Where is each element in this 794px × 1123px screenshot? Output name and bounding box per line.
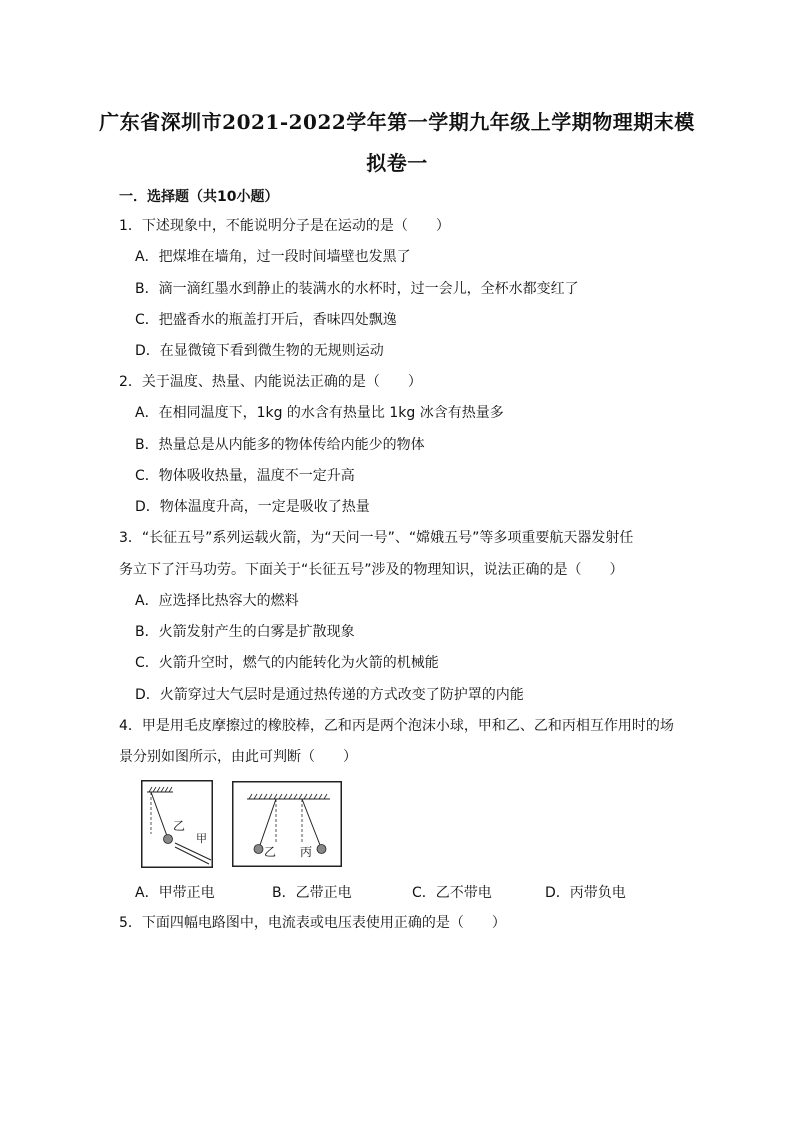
figure-label-bing: 丙: [300, 845, 313, 859]
figure-two-balls: [232, 781, 342, 867]
question-4-options: [135, 882, 695, 900]
figure-label-yi-left: 乙: [173, 819, 186, 833]
section-heading: 一．选择题（共10小题）: [119, 189, 279, 205]
question-2-option-c: C．物体吸收热量，温度不一定升高: [135, 468, 355, 484]
question-3-stem-line1: 3．“长征五号”系列运载火箭，为“天问一号”、“嫦娥五号”等多项重要航天器发射任: [119, 530, 634, 546]
question-2-option-b: B．热量总是从内能多的物体传给内能少的物体: [135, 437, 425, 453]
question-3-option-a: A．应选择比热容大的燃料: [135, 593, 299, 609]
question-1-option-a: A．把煤堆在墙角，过一段时间墙壁也发黑了: [135, 249, 411, 265]
doc-title-line1: 广东省深圳市2021-2022学年第一学期九年级上学期物理期末模: [99, 110, 695, 134]
question-2-stem: 2．关于温度、热量、内能说法正确的是（ ）: [119, 374, 422, 390]
question-4-option-d: D．丙带负电: [545, 885, 626, 901]
question-4-stem-line1: 4．甲是用毛皮摩擦过的橡胶棒，乙和丙是两个泡沫小球，甲和乙、乙和丙相互作用时的场: [119, 718, 674, 734]
question-3-option-c: C．火箭升空时，燃气的内能转化为火箭的机械能: [135, 655, 439, 671]
question-1-option-c: C．把盛香水的瓶盖打开后，香味四处飘逸: [135, 312, 397, 328]
question-3-option-b: B．火箭发射产生的白雾是扩散现象: [135, 624, 355, 640]
figure-label-jia: 甲: [196, 832, 207, 845]
question-5-stem: 5．下面四幅电路图中，电流表或电压表使用正确的是（ ）: [119, 915, 506, 931]
question-4-option-a: A．甲带正电: [135, 885, 215, 901]
question-4-stem-line2: 景分别如图所示，由此可判断（ ）: [119, 749, 357, 765]
question-1-option-b: B．滴一滴红墨水到静止的装满水的水杯时，过一会儿，全杯水都变红了: [135, 281, 579, 297]
question-4-option-b: B．乙带正电: [272, 885, 352, 901]
figure-label-yi-right: 乙: [264, 845, 277, 859]
question-4-option-c: C．乙不带电: [412, 885, 492, 901]
question-3-stem-line2: 务立下了汗马功劳。下面关于“长征五号”涉及的物理知识，说法正确的是（ ）: [119, 562, 624, 578]
question-2-option-a: A．在相同温度下，1kg 的水含有热量比 1kg 冰含有热量多: [135, 405, 504, 421]
question-1-option-d: D．在显微镜下看到微生物的无规则运动: [135, 343, 384, 359]
doc-title-line2: 拟卷一: [366, 151, 428, 175]
question-1-stem: 1．下述现象中，不能说明分子是在运动的是（ ）: [119, 218, 450, 234]
figure-rod-and-ball: [141, 780, 213, 868]
question-3-option-d: D．火箭穿过大气层时是通过热传递的方式改变了防护罩的内能: [135, 687, 524, 703]
question-2-option-d: D．物体温度升高，一定是吸收了热量: [135, 499, 370, 515]
